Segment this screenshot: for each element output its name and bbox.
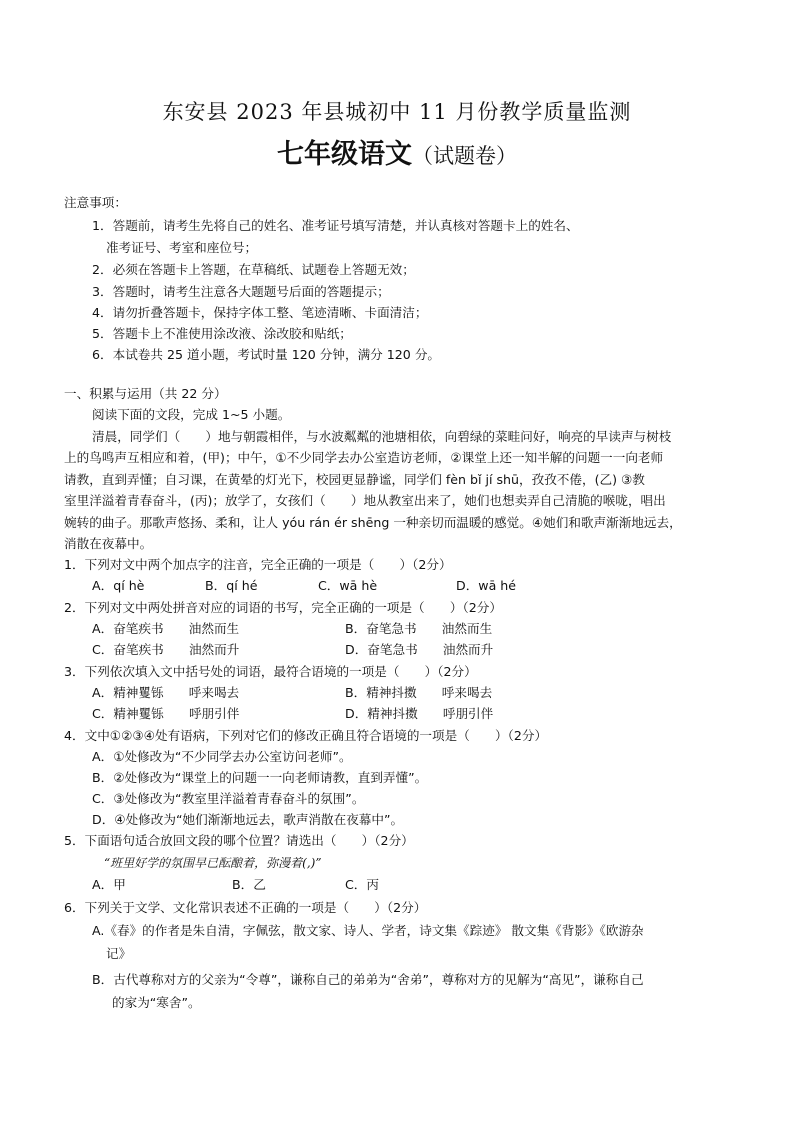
question-option: 的家为“寒舍”。	[112, 995, 201, 1010]
note-item: 6．本试卷共 25 道小题，考试时量 120 分钟，满分 120 分。	[92, 347, 441, 362]
subject-title	[0, 132, 794, 171]
subject-main: 七年级语文	[277, 139, 412, 170]
question-option: B．qí hé	[205, 578, 258, 593]
question-stem: 3．下列依次填入文中括号处的词语，最符合语境的一项是（ ）（2分）	[64, 664, 477, 679]
question-option: B．古代尊称对方的父亲为“令尊”，谦称自己的弟弟为“舍弟”，尊称对方的见解为“高见”，谦称自己	[92, 972, 644, 987]
question-option: D．精神抖擞 呼朋引伴	[345, 706, 494, 721]
passage-line: 室里洋溢着青春奋斗，(丙)；放学了，女孩们（ ）地从教室出来了，她们也想卖弄自己清脆的喉咙，唱出	[64, 493, 666, 508]
question-stem: 1．下列对文中两个加点字的注音，完全正确的一项是（ ）（2分）	[64, 557, 452, 572]
question-stem: 5．下面语句适合放回文段的哪个位置？请选出（ ）（2分）	[64, 833, 414, 848]
note-item: 1．答题前，请考生先将自己的姓名、准考证号填写清楚，并认真核对答题卡上的姓名、	[92, 218, 579, 233]
question-option: A．奋笔疾书 油然而生	[92, 621, 240, 636]
note-item: 4．请勿折叠答题卡，保持字体工整、笔迹清晰、卡面清洁；	[92, 305, 428, 320]
passage-line: 请教，直到弄懂；自习课，在黄晕的灯光下，校园更显静谧，同学们 fèn bǐ jí shū，孜孜不倦，(乙) ③教	[64, 472, 645, 487]
section-title: 一、积累与运用（共 22 分）	[64, 386, 227, 401]
question-option: B．精神抖擞 呼来喝去	[345, 685, 493, 700]
question-option: B．②处修改为“课堂上的问题一一向老师请教，直到弄懂”。	[92, 770, 428, 785]
note-item: 准考证号、考室和座位号；	[106, 240, 258, 255]
note-item: 2．必须在答题卡上答题，在草稿纸、试题卷上答题无效；	[92, 262, 415, 277]
passage-line: 上的鸟鸣声互相应和着，(甲)；中午，①不少同学去办公室造访老师，②课堂上还一知半解的问题一一向老师	[64, 450, 664, 465]
subject-sub: （试题卷）	[412, 144, 517, 168]
question-option: A．qí hè	[92, 578, 145, 593]
passage-line: 婉转的曲子。那歌声悠扬、柔和，让人 yóu rán ér shēng 一种亲切而温暖的感觉。④她们和歌声渐渐地远去，	[64, 515, 682, 530]
question-option: B．乙	[232, 877, 266, 892]
question-option: D．④处修改为“她们渐渐地远去，歌声消散在夜幕中”。	[92, 812, 404, 827]
question-option: C．wā hè	[318, 578, 378, 593]
question-option: C．③处修改为“教室里洋溢着青春奋斗的氛围”。	[92, 791, 365, 806]
section-intro: 阅读下面的文段，完成 1~5 小题。	[92, 407, 291, 422]
question-option: A．①处修改为“不少同学去办公室访问老师”。	[92, 749, 352, 764]
note-item: 5．答题卡上不准使用涂改液、涂改胶和贴纸；	[92, 326, 352, 341]
question-option: C．丙	[345, 877, 379, 892]
question-stem: 6．下列关于文学、文化常识表述不正确的一项是（ ）（2分）	[64, 900, 427, 915]
question-stem: 2．下列对文中两处拼音对应的词语的书写，完全正确的一项是（ ）（2分）	[64, 600, 502, 615]
question-stem: 4．文中①②③④处有语病，下列对它们的修改正确且符合语境的一项是（ ）（2分）	[64, 728, 548, 743]
question-quote: “班里好学的氛围早已酝酿着，弥漫着(,)”	[104, 856, 322, 870]
note-item: 3．答题时，请考生注意各大题题号后面的答题提示；	[92, 284, 390, 299]
question-option: D．wā hé	[456, 578, 517, 593]
question-option: D．奋笔急书 油然而升	[345, 642, 494, 657]
question-option: A．精神矍铄 呼来喝去	[92, 685, 240, 700]
notes-title: 注意事项：	[64, 195, 127, 210]
passage-line: 清晨，同学们（ ）地与朝霞相伴，与水波粼粼的池塘相依，向碧绿的菜畦问好，响亮的早读声与树枝	[92, 429, 672, 444]
question-option: C．奋笔疾书 油然而升	[92, 642, 240, 657]
question-option: 记》	[106, 946, 132, 961]
passage-line: 消散在夜幕中。	[64, 536, 153, 551]
question-option: A.《春》的作者是朱自清，字佩弦，散文家、诗人、学者，诗文集《踪迹》 散文集《背影》《欧游杂	[92, 923, 644, 938]
exam-title: 东安县 2023 年县城初中 11 月份教学质量监测	[162, 100, 632, 124]
question-option: B．奋笔急书 油然而生	[345, 621, 493, 636]
question-option: C．精神矍铄 呼朋引伴	[92, 706, 240, 721]
question-option: A．甲	[92, 877, 126, 892]
